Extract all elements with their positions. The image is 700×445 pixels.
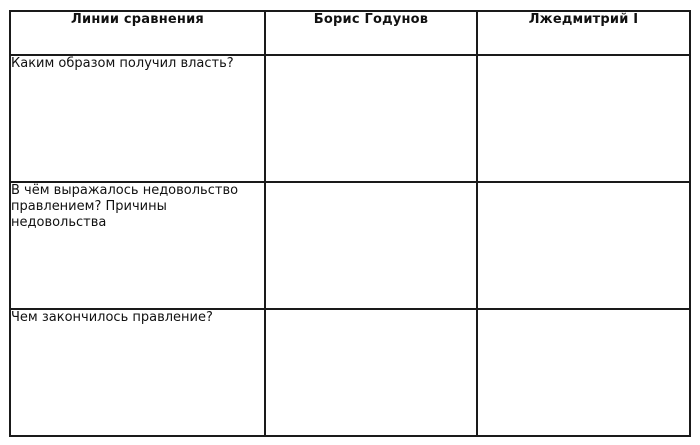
- answer-cell-dmitry-end[interactable]: [477, 309, 690, 436]
- comparison-table: [9, 10, 691, 437]
- header-boris-godunov: Борис Годунов: [265, 11, 477, 55]
- answer-cell-boris-end[interactable]: [265, 309, 477, 436]
- header-false-dmitry: Лжедмитрий I: [477, 11, 690, 55]
- answer-cell-boris-discontent[interactable]: [265, 182, 477, 309]
- table-row: [10, 182, 690, 309]
- comparison-sheet: [9, 10, 689, 435]
- row-label-end-of-rule: Чем закончилось правление?: [10, 309, 265, 436]
- answer-cell-dmitry-power[interactable]: [477, 55, 690, 182]
- answer-cell-boris-power[interactable]: [265, 55, 477, 182]
- answer-cell-dmitry-discontent[interactable]: [477, 182, 690, 309]
- header-row: [10, 11, 690, 55]
- row-label-power: Каким образом получил власть?: [10, 55, 265, 182]
- row-label-discontent: В чём выражалось недовольство правлением? Причины недовольства: [10, 182, 265, 309]
- table-row: [10, 55, 690, 182]
- header-comparison-lines: Линии сравнения: [10, 11, 265, 55]
- table-row: [10, 309, 690, 436]
